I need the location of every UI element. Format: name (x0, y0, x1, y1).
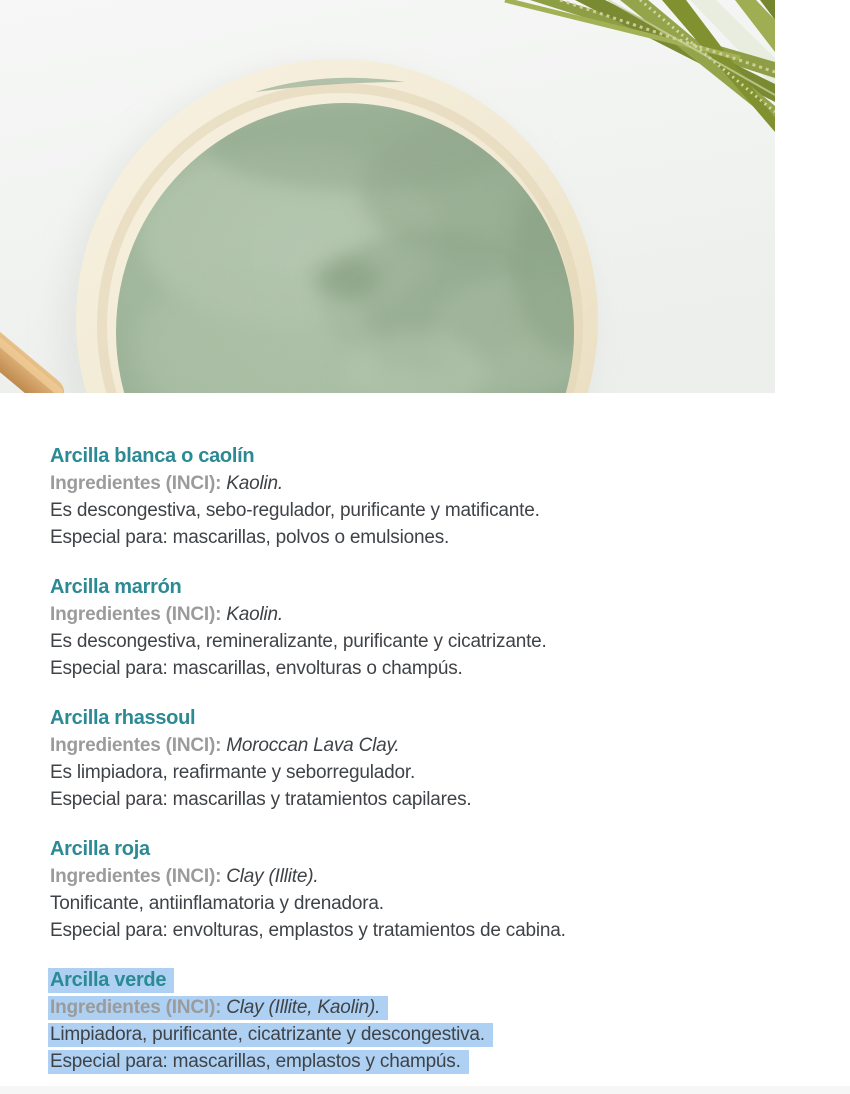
section-title: Arcilla roja (50, 838, 150, 860)
section-arcilla-rhassoul (50, 705, 750, 813)
inci-label: Ingredientes (INCI): (50, 604, 222, 625)
inci-label: Ingredientes (INCI): (50, 473, 222, 494)
inci-line (50, 863, 750, 890)
section-arcilla-blanca (50, 443, 750, 551)
inci-line (50, 732, 750, 759)
inci-value: Clay (Illite). (226, 866, 319, 887)
inci-value: Kaolin. (226, 473, 283, 494)
section-arcilla-verde-selected (50, 967, 750, 1075)
uses-line: Especial para: mascarillas, envolturas o champús. (50, 658, 463, 679)
properties-line: Es limpiadora, reafirmante y seborregulador. (50, 762, 416, 783)
clay-types-article (0, 393, 750, 1075)
uses-line: Especial para: envolturas, emplastos y tratamientos de cabina. (50, 920, 566, 941)
inci-label: Ingredientes (INCI): (50, 735, 222, 756)
properties-line: Es descongestiva, sebo-regulador, purificante y matificante. (50, 500, 540, 521)
clay-bowl-illustration (0, 0, 775, 393)
inci-label: Ingredientes (INCI): (50, 997, 222, 1018)
inci-value: Kaolin. (226, 604, 283, 625)
section-title: Arcilla verde (50, 967, 750, 994)
next-section-divider (0, 1086, 850, 1094)
hero-photo-green-clay (0, 0, 775, 393)
inci-line (50, 994, 750, 1021)
properties-line: Es descongestiva, remineralizante, purificante y cicatrizante. (50, 631, 547, 652)
inci-line (50, 470, 750, 497)
inci-value: Clay (Illite, Kaolin). (226, 997, 381, 1018)
properties-line: Limpiadora, purificante, cicatrizante y descongestiva. (50, 1021, 750, 1048)
properties-line: Tonificante, antiinflamatoria y drenadora. (50, 893, 384, 914)
uses-line: Especial para: mascarillas, emplastos y champús. (50, 1048, 750, 1075)
inci-label: Ingredientes (INCI): (50, 866, 222, 887)
section-arcilla-roja (50, 836, 750, 944)
section-title: Arcilla marrón (50, 576, 182, 598)
uses-line: Especial para: mascarillas y tratamientos capilares. (50, 789, 472, 810)
inci-line (50, 601, 750, 628)
section-arcilla-marron (50, 574, 750, 682)
uses-line: Especial para: mascarillas, polvos o emulsiones. (50, 527, 450, 548)
inci-value: Moroccan Lava Clay. (226, 735, 400, 756)
section-title: Arcilla rhassoul (50, 707, 196, 729)
section-title: Arcilla blanca o caolín (50, 445, 255, 467)
